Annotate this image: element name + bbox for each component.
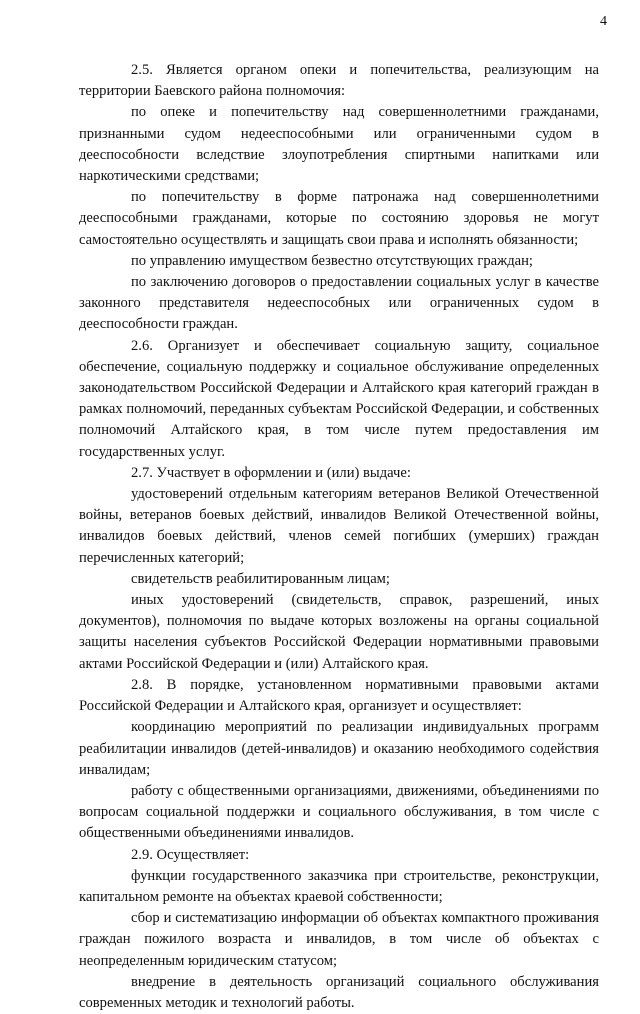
paragraph-information-collection: сбор и систематизацию информации об объектах компактного проживания граждан пожилого возраста и инвалидов, в том числе об объектах с неопределенным юридическим статусом; xyxy=(79,910,599,969)
paragraph-2-8: 2.8. В порядке, установленном нормативными правовыми актами Российской Федерации и Алтайского края, организует и осуществляет: xyxy=(79,676,599,715)
paragraph-2-7: 2.7. Участвует в оформлении и (или) выдаче: xyxy=(131,464,411,481)
paragraph-public-organizations: работу с общественными организациями, движениями, объединениями по вопросам социальной поддержки и социального обслуживания, в том числе с общественными объединениями инвалидов. xyxy=(79,782,599,842)
paragraph-2-9: 2.9. Осуществляет: xyxy=(131,846,250,863)
paragraph-rehabilitation-programs: координацию мероприятий по реализации индивидуальных программ реабилитации инвалидов (детей-инвалидов) и оказанию необходимого содействия инвалидам; xyxy=(79,719,599,778)
paragraph-2-5: 2.5. Является органом опеки и попечительства, реализующим на территории Баевского района полномочия: xyxy=(79,62,599,100)
paragraph-other-certificates: иных удостоверений (свидетельств, справок, разрешений, иных документов), полномочия по выдаче которых возложены на органы социальной защиты населения субъектов Российской Федерации нормативными правовыми актами Российской Федерации и (или) Алтайского края. xyxy=(79,592,599,672)
paragraph-methods-implementation: внедрение в деятельность организаций социального обслуживания современных методик и технологий работы. xyxy=(79,973,599,1011)
paragraph-property-management: по управлению имуществом безвестно отсутствующих граждан; xyxy=(131,252,533,269)
paragraph-guardianship-incapacitated: по опеке и попечительству над совершеннолетними гражданами, признанными судом недееспособными или ограниченными судом в дееспособности вследствие злоупотребления спиртными напитками или наркотическими средствами; xyxy=(79,104,599,185)
paragraph-veteran-certificates: удостоверений отдельным категориям ветеранов Великой Отечественной войны, ветеранов боевых действий, инвалидов Великой Отечественной войны, инвалидов боевых действий, членов семей погибших (умерших) граждан перечисленных категорий; xyxy=(79,486,599,566)
page-number: 4 xyxy=(600,14,607,29)
paragraph-state-customer: функции государственного заказчика при строительстве, реконструкции, капитальном ремонте на объектах краевой собственности; xyxy=(79,867,599,905)
paragraph-patronage: по попечительству в форме патронажа над совершеннолетними дееспособными гражданами, которые по состоянию здоровья не могут самостоятельно осуществлять и защищать свои права и исполнять обязанности; xyxy=(79,189,599,248)
document-body xyxy=(79,60,599,1014)
paragraph-rehabilitated-certificates: свидетельств реабилитированным лицам; xyxy=(131,570,390,587)
paragraph-social-services-contracts: по заключению договоров о предоставлении социальных услуг в качестве законного представителя недееспособных или ограниченных судом в дееспособности граждан. xyxy=(79,274,599,333)
paragraph-2-6: 2.6. Организует и обеспечивает социальную защиту, социальное обеспечение, социальную поддержку и социальное обслуживание определенных законодательством Российской Федерации и Алтайского края категорий граждан в рамках полномочий, переданных субъектам Российской Федерации, и собственных полномочий Алтайского края, в том числе путем предоставления им государственных услуг. xyxy=(79,337,599,460)
